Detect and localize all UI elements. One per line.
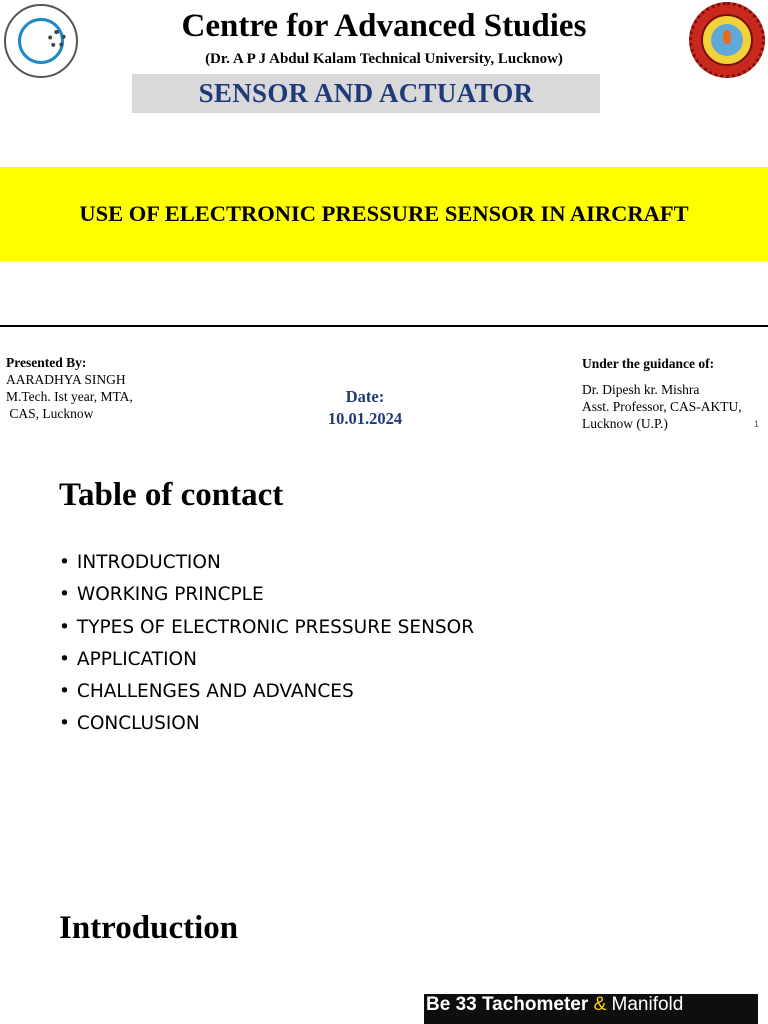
- thumbnail-text-end: Manifold: [611, 994, 684, 1015]
- guide-position: Asst. Professor, CAS-AKTU,: [582, 399, 742, 414]
- guide-heading: Under the guidance of:: [582, 356, 715, 371]
- presenter-institute: CAS, Lucknow: [6, 406, 94, 421]
- thumbnail-text-main: Be 33 Tachometer: [426, 994, 589, 1015]
- topic-title: USE OF ELECTRONIC PRESSURE SENSOR IN AIRCRAFT: [79, 201, 689, 226]
- subject-title: SENSOR AND ACTUATOR: [198, 78, 534, 108]
- subject-bar: [132, 74, 600, 113]
- toc-item: • INTRODUCTION: [59, 549, 474, 581]
- presenter-block: [6, 354, 133, 422]
- guide-name: Dr. Dipesh kr. Mishra: [582, 382, 700, 397]
- presenter-name: AARADHYA SINGH: [6, 372, 126, 387]
- guide-block: [582, 355, 742, 432]
- slide-divider: [0, 325, 768, 327]
- tachometer-video-thumbnail: [424, 994, 758, 1024]
- intro-title: Introduction: [59, 910, 239, 946]
- toc-list: [59, 549, 474, 743]
- topic-band: [0, 167, 768, 261]
- presenter-heading: Presented By:: [6, 355, 87, 370]
- presenter-program: M.Tech. Ist year, MTA,: [6, 389, 133, 404]
- institution-subtitle: (Dr. A P J Abdul Kalam Technical University, Lucknow): [205, 51, 563, 67]
- slide-number: 1: [754, 419, 760, 429]
- thumbnail-text-amp: &: [593, 994, 607, 1015]
- toc-item: • CHALLENGES AND ADVANCES: [59, 678, 474, 710]
- toc-item: • TYPES OF ELECTRONIC PRESSURE SENSOR: [59, 614, 474, 646]
- toc-item: • WORKING PRINCPLE: [59, 581, 474, 613]
- institution-title: Centre for Advanced Studies: [181, 8, 587, 44]
- toc-title: Table of contact: [59, 477, 284, 513]
- toc-item: • CONCLUSION: [59, 710, 474, 742]
- guide-location: Lucknow (U.P.): [582, 416, 668, 431]
- toc-item: • APPLICATION: [59, 646, 474, 678]
- date-block: [300, 386, 430, 430]
- date-value: 10.01.2024: [327, 409, 403, 428]
- intro-text-peek: [78, 1017, 338, 1024]
- date-label: Date:: [345, 387, 385, 406]
